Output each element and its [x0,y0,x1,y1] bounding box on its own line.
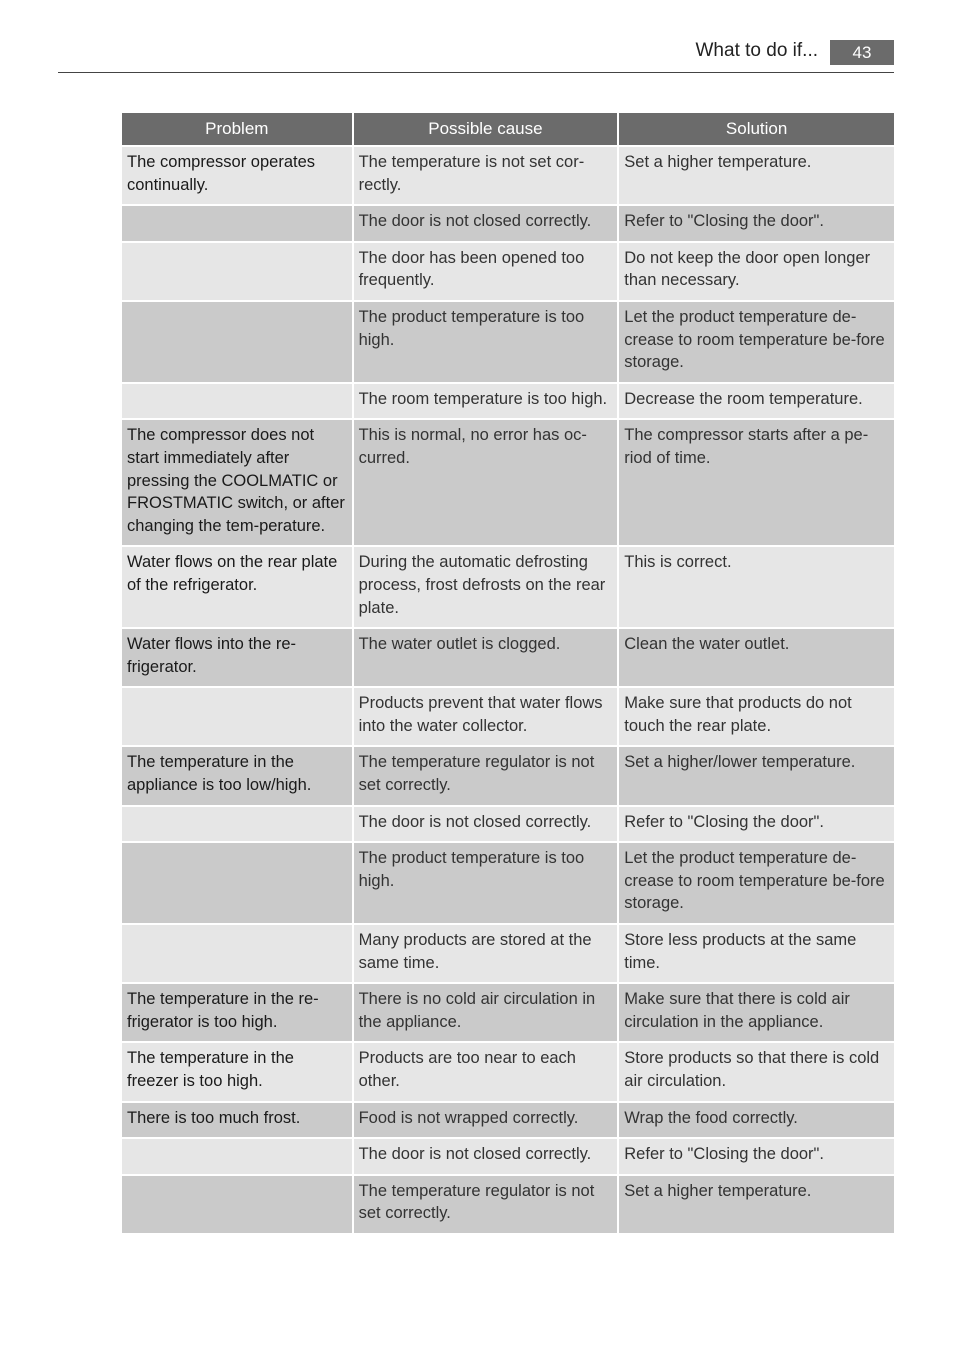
table-row [122,747,894,804]
cause-cell: There is no cold air circulation in the appliance. [354,984,618,1041]
problem-cell: Water flows into the re-frigerator. [122,629,352,686]
solution-cell: Wrap the food correctly. [619,1103,894,1138]
section-title: What to do if... [695,40,818,61]
problem-cell: The compressor does not start immediately after pressing the COOLMATIC or FROSTMATIC switch, or after changing the tem-perature. [122,420,352,545]
solution-cell: Refer to "Closing the door". [619,206,894,241]
table-row [122,1043,894,1100]
solution-cell: Let the product temperature de-crease to room temperature be-fore storage. [619,302,894,382]
cause-cell: This is normal, no error has oc-curred. [354,420,618,545]
column-header-cause: Possible cause [354,113,618,145]
cause-cell: The room temperature is too high. [354,384,618,419]
table-row [122,420,894,545]
table-body [122,147,894,1233]
solution-cell: This is correct. [619,547,894,627]
cause-cell: The door is not closed correctly. [354,1139,618,1174]
cause-cell: The door is not closed correctly. [354,206,618,241]
solution-cell: Set a higher/lower temperature. [619,747,894,804]
table-row [122,147,894,204]
page-number: 43 [830,40,894,65]
table-row [122,688,894,745]
cause-cell: Products prevent that water flows into the water collector. [354,688,618,745]
problem-cell [122,243,352,300]
cause-cell: Products are too near to each other. [354,1043,618,1100]
cause-cell: During the automatic defrosting process, frost defrosts on the rear plate. [354,547,618,627]
cause-cell: The temperature is not set cor-rectly. [354,147,618,204]
solution-cell: The compressor starts after a pe-riod of time. [619,420,894,545]
problem-cell: The compressor operates continually. [122,147,352,204]
problem-cell [122,925,352,982]
solution-cell: Make sure that products do not touch the rear plate. [619,688,894,745]
problem-cell: The temperature in the re-frigerator is too high. [122,984,352,1041]
solution-cell: Make sure that there is cold air circulation in the appliance. [619,984,894,1041]
table-header-row [122,113,894,145]
cause-cell: The product temperature is too high. [354,843,618,923]
problem-cell [122,688,352,745]
problem-cell [122,1176,352,1233]
solution-cell: Store less products at the same time. [619,925,894,982]
table-row [122,1103,894,1138]
cause-cell: The product temperature is too high. [354,302,618,382]
cause-cell: The water outlet is clogged. [354,629,618,686]
table-row [122,807,894,842]
cause-cell: The temperature regulator is not set correctly. [354,1176,618,1233]
table-row [122,547,894,627]
problem-cell: The temperature in the appliance is too low/high. [122,747,352,804]
table-row [122,243,894,300]
troubleshooting-table [120,111,896,1235]
cause-cell: The door is not closed correctly. [354,807,618,842]
solution-cell: Clean the water outlet. [619,629,894,686]
solution-cell: Let the product temperature de-crease to room temperature be-fore storage. [619,843,894,923]
table-row [122,843,894,923]
problem-cell [122,807,352,842]
solution-cell: Refer to "Closing the door". [619,807,894,842]
solution-cell: Do not keep the door open longer than necessary. [619,243,894,300]
solution-cell: Set a higher temperature. [619,1176,894,1233]
solution-cell: Set a higher temperature. [619,147,894,204]
table-row [122,206,894,241]
page-header [58,36,894,73]
column-header-solution: Solution [619,113,894,145]
problem-cell: The temperature in the freezer is too high. [122,1043,352,1100]
table-row [122,984,894,1041]
table-row [122,629,894,686]
cause-cell: The temperature regulator is not set correctly. [354,747,618,804]
cause-cell: The door has been opened too frequently. [354,243,618,300]
problem-cell [122,302,352,382]
problem-cell [122,384,352,419]
table-row [122,384,894,419]
problem-cell [122,1139,352,1174]
solution-cell: Refer to "Closing the door". [619,1139,894,1174]
problem-cell: Water flows on the rear plate of the refrigerator. [122,547,352,627]
table-row [122,1176,894,1233]
column-header-problem: Problem [122,113,352,145]
solution-cell: Decrease the room temperature. [619,384,894,419]
problem-cell [122,206,352,241]
table-row [122,1139,894,1174]
solution-cell: Store products so that there is cold air circulation. [619,1043,894,1100]
problem-cell: There is too much frost. [122,1103,352,1138]
table-row [122,302,894,382]
cause-cell: Many products are stored at the same time. [354,925,618,982]
table-row [122,925,894,982]
cause-cell: Food is not wrapped correctly. [354,1103,618,1138]
problem-cell [122,843,352,923]
